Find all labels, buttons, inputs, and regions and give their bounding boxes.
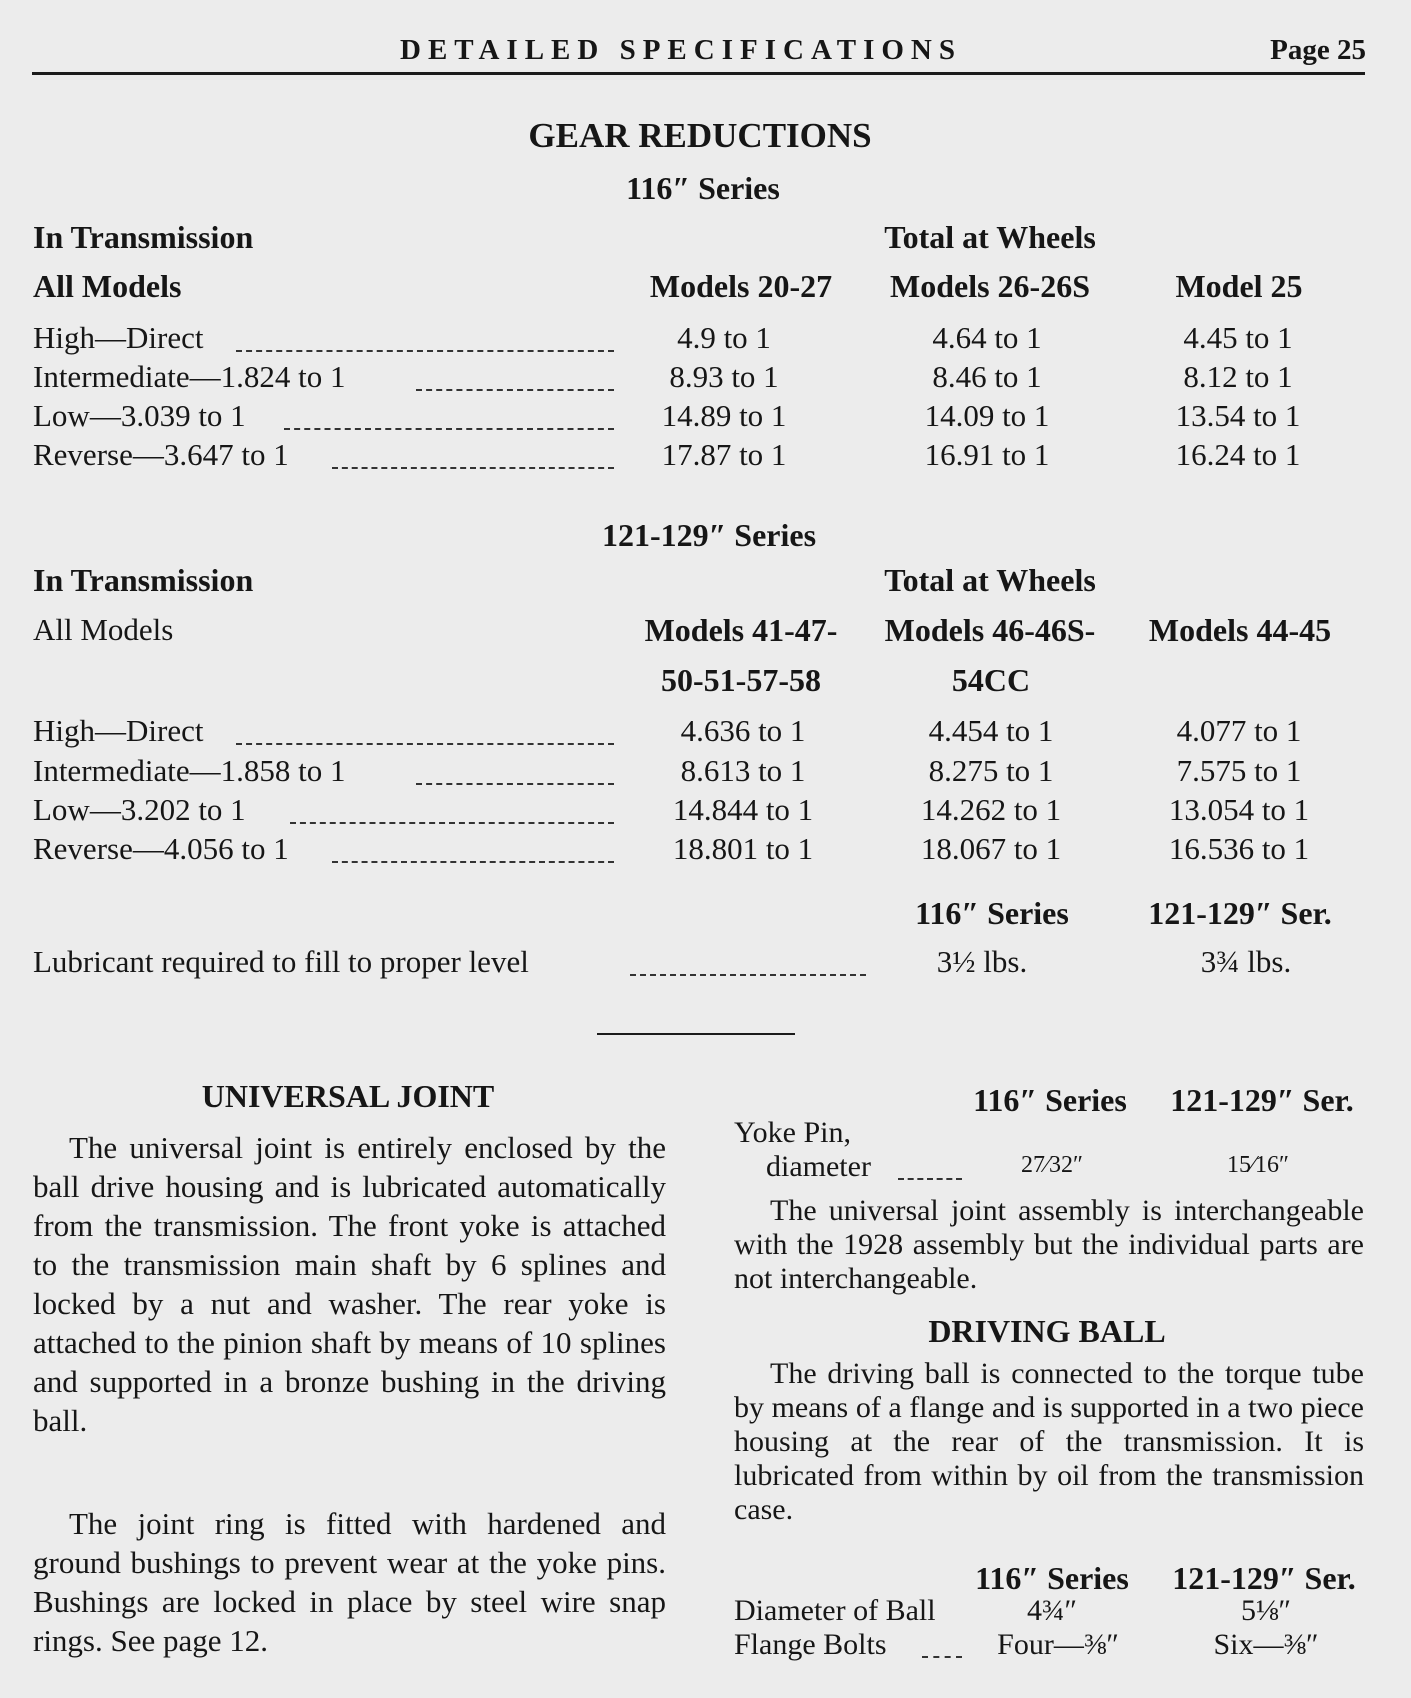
series1-col1-header: Models 20-27 <box>649 268 833 304</box>
yoke-pin-label: Yoke Pin, <box>734 1116 851 1149</box>
series2-row-c3: 7.575 to 1 <box>1176 753 1302 788</box>
series1-row-c3: 4.45 to 1 <box>1183 320 1293 355</box>
dotted-leader <box>416 783 614 785</box>
series1-row-c2: 8.46 to 1 <box>932 359 1042 394</box>
dotted-leader <box>332 467 614 469</box>
series1-label: 116″ Series <box>626 170 780 206</box>
series2-col1-header-line2: 50-51-57-58 <box>661 662 821 698</box>
series2-in-transmission: In Transmission <box>33 562 254 598</box>
universal-joint-note: The universal joint assembly is interchangeable with the 1928 assembly but the individual parts are not interchangeable. <box>734 1194 1364 1295</box>
lubricant-label: Lubricant required to fill to proper level <box>33 944 529 979</box>
header-rule <box>32 72 1365 75</box>
series2-row-c3: 13.054 to 1 <box>1168 792 1310 827</box>
series1-row-c1: 4.9 to 1 <box>677 320 771 355</box>
series1-row-c2: 16.91 to 1 <box>924 437 1050 472</box>
driving-ball-col2-header: 121-129″ Ser. <box>1172 1560 1356 1596</box>
universal-joint-paragraph-2: The joint ring is fitted with hardened and ground bushings to prevent wear at the yoke pins. Bushings are locked in place by steel wire snap rings. See page 12. <box>33 1506 666 1658</box>
driving-ball-col1-header: 116″ Series <box>975 1560 1129 1596</box>
flange-bolts-value-121-129: Six—⅜″ <box>1213 1628 1319 1661</box>
series1-row-c3: 8.12 to 1 <box>1183 359 1293 394</box>
series2-row-c2: 14.262 to 1 <box>920 792 1062 827</box>
series2-col3-header: Models 44-45 <box>1148 612 1332 648</box>
diameter-of-ball-label: Diameter of Ball <box>734 1594 936 1627</box>
series1-row-c1: 8.93 to 1 <box>669 359 779 394</box>
yoke-pin-value-116: 27⁄32″ <box>1020 1152 1084 1178</box>
yoke-col1-header: 116″ Series <box>973 1082 1127 1118</box>
page-header-title: DETAILED SPECIFICATIONS <box>400 34 962 66</box>
series1-col3-header: Model 25 <box>1175 268 1303 304</box>
series2-row-label: High—Direct <box>33 713 204 748</box>
yoke-col2-header: 121-129″ Ser. <box>1170 1082 1354 1118</box>
dotted-leader <box>922 1656 962 1658</box>
series1-row-c2: 14.09 to 1 <box>924 398 1050 433</box>
series2-row-label: Low—3.202 to 1 <box>33 792 246 827</box>
universal-joint-paragraph-1: The universal joint is entirely enclosed by the ball drive housing and is lubricated automatically from the transmission. The front yoke is attached to the transmission main shaft by 6 splines and locked by a nut and washer. The rear yoke is attached to the pinion shaft by means of 10 splines and supported in a bronze bushing in the driving ball. <box>33 1130 666 1438</box>
yoke-pin-value-121-129: 15⁄16″ <box>1226 1152 1290 1178</box>
series2-row-c3: 16.536 to 1 <box>1168 831 1310 866</box>
series2-col2-header-line2: 54CC <box>951 662 1031 698</box>
flange-bolts-label: Flange Bolts <box>734 1628 887 1661</box>
series1-row-c3: 13.54 to 1 <box>1175 398 1301 433</box>
section-divider <box>597 1033 795 1035</box>
lubricant-value-121-129: 3¾ lbs. <box>1200 944 1292 979</box>
series1-row-label: Reverse—3.647 to 1 <box>33 437 289 472</box>
driving-ball-paragraph: The driving ball is connected to the torque tube by means of a flange and is supported in a two piece housing at the rear of the transmission. It is lubricated from within by oil from the transmission case. <box>734 1357 1364 1526</box>
series1-row-c3: 16.24 to 1 <box>1175 437 1301 472</box>
series2-row-c1: 4.636 to 1 <box>680 713 806 748</box>
dotted-leader <box>416 389 614 391</box>
series2-col1-header-line1: Models 41-47- <box>644 612 838 648</box>
series1-in-transmission: In Transmission <box>33 219 254 255</box>
lubricant-col2-header: 121-129″ Ser. <box>1148 895 1332 931</box>
lubricant-col1-header: 116″ Series <box>915 895 1069 931</box>
series2-row-c2: 4.454 to 1 <box>928 713 1054 748</box>
diameter-of-ball-value-121-129: 5⅛″ <box>1241 1594 1291 1627</box>
diameter-of-ball-value-116: 4¾″ <box>1027 1594 1077 1627</box>
series1-all-models: All Models <box>33 268 182 304</box>
series2-row-c1: 14.844 to 1 <box>672 792 814 827</box>
series2-col2-header-line1: Models 46-46S- <box>884 612 1096 648</box>
series1-row-label: Intermediate—1.824 to 1 <box>33 359 346 394</box>
series2-row-c2: 8.275 to 1 <box>928 753 1054 788</box>
dotted-leader <box>898 1178 962 1180</box>
dotted-leader <box>236 743 614 745</box>
series1-row-c1: 17.87 to 1 <box>661 437 787 472</box>
universal-joint-title: UNIVERSAL JOINT <box>201 1078 495 1114</box>
yoke-pin-diameter-label: diameter <box>766 1150 871 1183</box>
dotted-leader <box>630 974 866 976</box>
series1-row-label: High—Direct <box>33 320 204 355</box>
dotted-leader <box>236 350 614 352</box>
series2-all-models: All Models <box>33 612 174 647</box>
series1-row-c2: 4.64 to 1 <box>932 320 1042 355</box>
series1-row-c1: 14.89 to 1 <box>661 398 787 433</box>
driving-ball-title: DRIVING BALL <box>928 1313 1166 1349</box>
series2-label: 121-129″ Series <box>601 517 817 553</box>
dotted-leader <box>284 428 614 430</box>
flange-bolts-value-116: Four—⅜″ <box>997 1628 1119 1661</box>
series2-row-label: Reverse—4.056 to 1 <box>33 831 289 866</box>
series1-col2-header: Models 26-26S <box>890 268 1090 304</box>
gear-reductions-title: GEAR REDUCTIONS <box>528 116 872 155</box>
series2-total-at-wheels: Total at Wheels <box>884 562 1096 598</box>
dotted-leader <box>332 861 614 863</box>
series1-total-at-wheels: Total at Wheels <box>884 219 1096 255</box>
page-number: Page 25 <box>1270 34 1366 66</box>
series2-row-label: Intermediate—1.858 to 1 <box>33 753 346 788</box>
dotted-leader <box>290 822 614 824</box>
series2-row-c2: 18.067 to 1 <box>920 831 1062 866</box>
series1-row-label: Low—3.039 to 1 <box>33 398 246 433</box>
lubricant-value-116: 3½ lbs. <box>936 944 1028 979</box>
series2-row-c3: 4.077 to 1 <box>1176 713 1302 748</box>
series2-row-c1: 8.613 to 1 <box>680 753 806 788</box>
series2-row-c1: 18.801 to 1 <box>672 831 814 866</box>
